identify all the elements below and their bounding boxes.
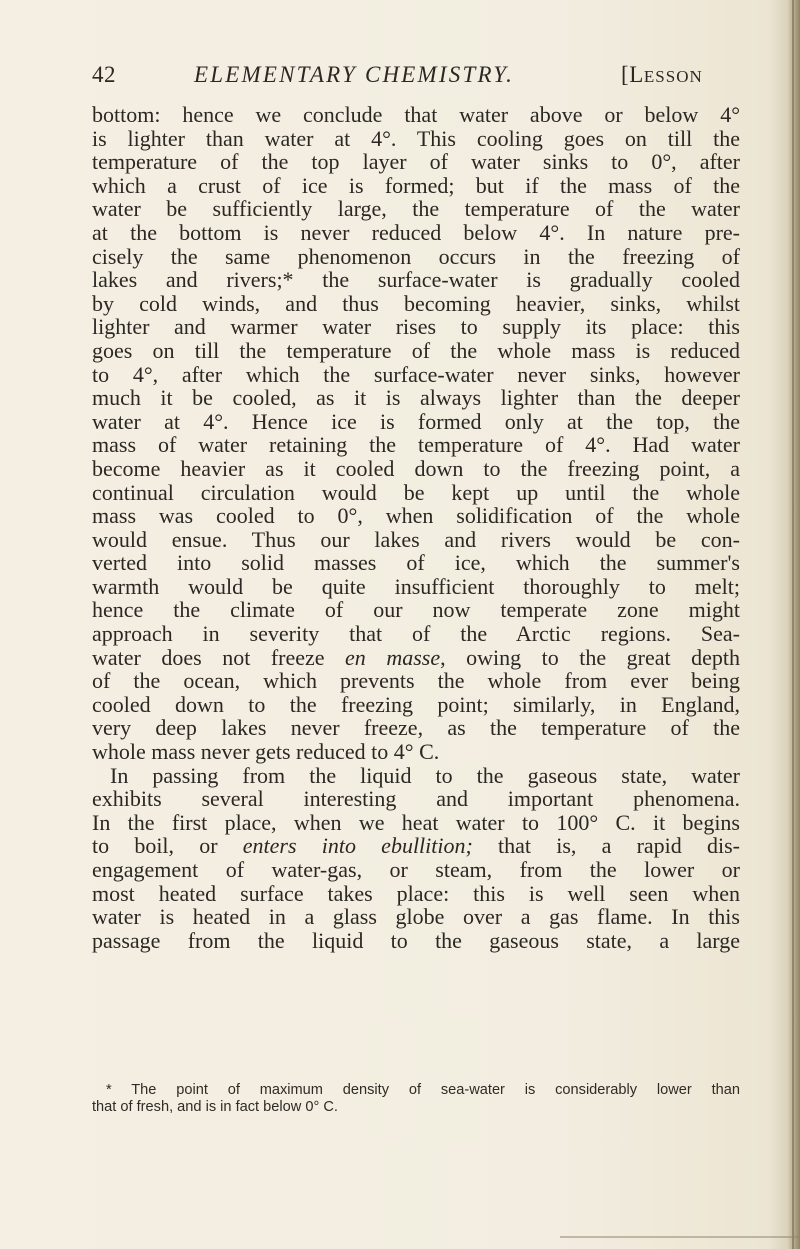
- text-line: cisely the same phenomenon occurs in the freezing of: [92, 243, 740, 269]
- text-line: exhibits several interesting and important phenomena.: [92, 786, 740, 812]
- text-run: water does not freeze: [92, 644, 346, 670]
- text-line: very deep lakes never freeze, as the temperature of the: [92, 715, 740, 741]
- text-line: whole mass never gets reduced to 4° C.: [92, 739, 440, 765]
- text-line: become heavier as it cooled down to the freezing point, a: [92, 455, 740, 481]
- italic-phrase: enters into ebullition;: [242, 833, 473, 859]
- section-label: [LESSON: [621, 62, 703, 87]
- text-line: much it be cooled, as it is always lighter than the deeper: [92, 385, 740, 411]
- text-line: approach in severity that of the Arctic regions. Sea-: [92, 621, 740, 647]
- text-line: mass of water retaining the temperature of 4°. Had water: [92, 432, 740, 458]
- footnote: [92, 1082, 740, 1116]
- text-line: cooled down to the freezing point; similarly, in England,: [92, 691, 740, 717]
- text-run: , owing to the great depth: [440, 644, 740, 670]
- running-header: [92, 62, 738, 92]
- page-bottom-edge: [560, 1236, 800, 1238]
- text-line: lighter and warmer water rises to supply its place: this: [92, 314, 740, 340]
- text-line: lakes and rivers;* the surface-water is gradually cooled: [92, 267, 740, 293]
- text-line: goes on till the temperature of the whole mass is reduced: [92, 337, 740, 363]
- text-line: of the ocean, which prevents the whole from ever being: [92, 668, 740, 694]
- text-line: hence the climate of our now temperate zone might: [92, 597, 740, 623]
- text-line: at the bottom is never reduced below 4°. In nature pre-: [92, 219, 740, 245]
- footnote-line: * The point of maximum density of sea-water is considerably lower than: [106, 1082, 740, 1098]
- footnote-line: that of fresh, and is in fact below 0° C.: [92, 1099, 338, 1115]
- text-line: engagement of water-gas, or steam, from the lower or: [92, 857, 740, 882]
- text-line-en-masse: [92, 646, 740, 670]
- text-line: would ensue. Thus our lakes and rivers would be con-: [92, 526, 740, 552]
- text-line: water be sufficiently large, the temperature of the water: [92, 196, 740, 222]
- text-line: which a crust of ice is formed; but if the mass of the: [92, 172, 740, 198]
- text-line: water is heated in a glass globe over a gas flame. In this: [92, 904, 740, 930]
- text-line: temperature of the top layer of water sinks to 0°, after: [92, 149, 740, 175]
- text-line: by cold winds, and thus becoming heavier, sinks, whilst: [92, 290, 740, 316]
- text-line: water at 4°. Hence ice is formed only at the top, the: [92, 408, 740, 434]
- text-line: continual circulation would be kept up until the whole: [92, 479, 740, 505]
- small-caps-run: ESSON: [643, 67, 703, 86]
- text-line: most heated surface takes place: this is well seen when: [92, 880, 740, 906]
- page-number: 42: [92, 62, 116, 87]
- text-line: bottom: hence we conclude that water above or below 4°: [92, 102, 740, 127]
- text-line-ebullition: [92, 834, 740, 858]
- text-line: passage from the liquid to the gaseous state, a large: [92, 927, 740, 953]
- text-line: to 4°, after which the surface-water never sinks, however: [92, 361, 740, 387]
- text-line: mass was cooled to 0°, when solidification of the whole: [92, 503, 740, 529]
- running-title: ELEMENTARY CHEMISTRY.: [194, 62, 515, 87]
- italic-phrase: en masse: [345, 644, 441, 670]
- text-line: verted into solid masses of ice, which the summer's: [92, 550, 740, 576]
- text-run: that is, a rapid dis-: [472, 833, 740, 859]
- text-line: warmth would be quite insufficient thoroughly to melt;: [92, 573, 740, 599]
- page-edge-line: [792, 0, 794, 1249]
- text-line: In passing from the liquid to the gaseous state, water: [110, 762, 740, 788]
- text-run: to boil, or: [92, 833, 243, 859]
- text-line: is lighter than water at 4°. This cooling goes on till the: [92, 125, 740, 151]
- text-line: In the first place, when we heat water to 100° C. it begins: [92, 809, 740, 835]
- body-text: [92, 103, 740, 952]
